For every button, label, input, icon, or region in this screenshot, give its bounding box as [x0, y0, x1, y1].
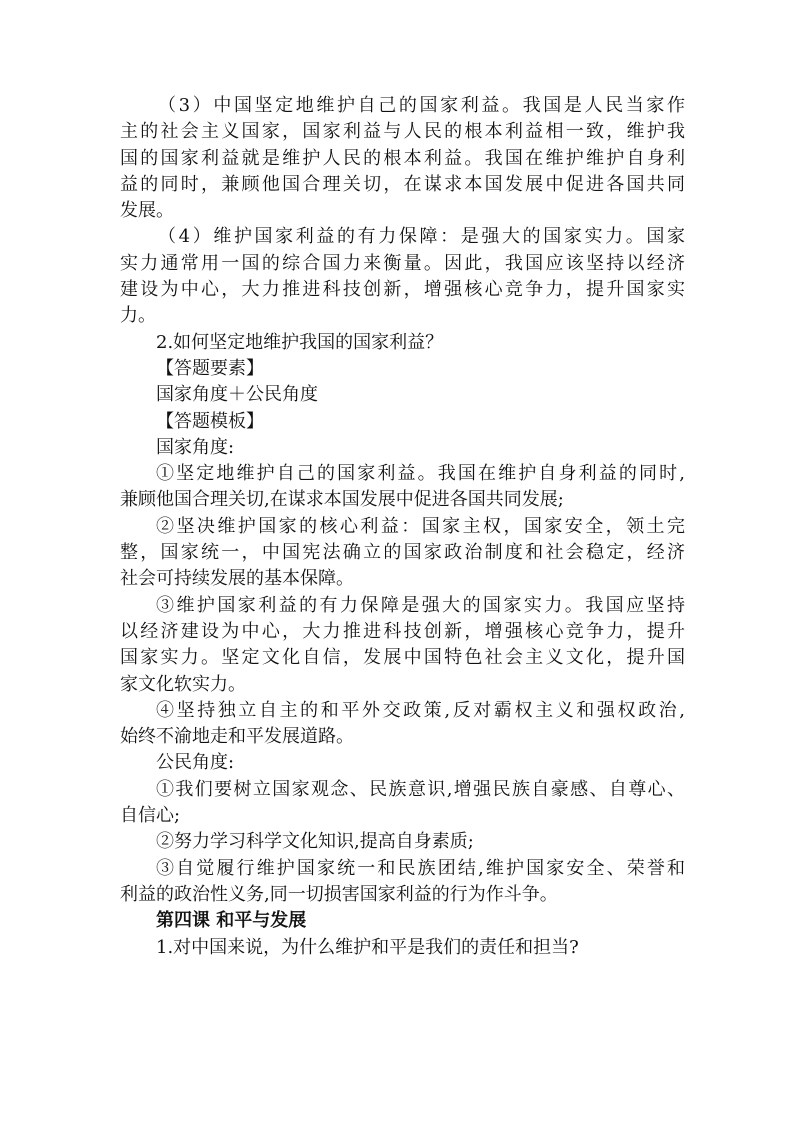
citizen-point-2: ②努力学习科学文化知识,提高自身素质; [156, 831, 474, 853]
state-point-1 [120, 461, 685, 514]
text-line: 家文化软实力。 [120, 673, 246, 695]
lesson-4-title: 第四课 和平与发展 [156, 910, 307, 932]
text-line: 力。 [120, 305, 156, 327]
text-line: 国的国家利益就是维护人民的根本利益。我国在维护维护自身利 [120, 147, 685, 169]
answer-template-heading: 【答题模板】 [156, 410, 264, 432]
text-line: 社会可持续发展的基本保障。 [120, 568, 354, 590]
citizen-perspective-heading: 公民角度: [156, 752, 235, 774]
text-line: ①坚定地维护自己的国家利益。我国在维护自身利益的同时, [156, 463, 685, 485]
text-line: 国家实力。坚定文化自信，发展中国特色社会主义文化，提升国 [120, 647, 685, 669]
text-line: 利益的政治性义务,同一切损害国家利益的行为作斗争。 [120, 883, 558, 905]
text-line: 益的同时，兼顾他国合理关切，在谋求本国发展中促进各国共同 [120, 173, 685, 195]
state-perspective-heading: 国家角度: [156, 436, 235, 458]
text-line: ③维护国家利益的有力保障是强大的国家实力。我国应坚持 [156, 594, 685, 616]
citizen-point-1 [120, 777, 685, 830]
text-line: 自信心; [120, 805, 181, 827]
text-line: 兼顾他国合理关切,在谋求本国发展中促进各国共同发展; [120, 489, 564, 511]
text-line: 主的社会主义国家，国家利益与人民的根本利益相一致，维护我 [120, 121, 685, 143]
text-line: 发展。 [120, 200, 174, 222]
text-line: ④坚持独立自主的和平外交政策,反对霸权主义和强权政治, [156, 699, 685, 721]
text-line: 以经济建设为中心，大力推进科技创新，增强核心竞争力，提升 [120, 620, 685, 642]
answer-elements-heading: 【答题要素】 [156, 357, 264, 379]
state-point-3 [120, 593, 685, 698]
text-line: 始终不渝地走和平发展道路。 [120, 726, 354, 748]
text-line: ③自觉履行维护国家统一和民族团结,维护国家安全、荣誉和 [156, 857, 685, 879]
text-line: 整，国家统一，中国宪法确立的国家政治制度和社会稳定，经济 [120, 542, 685, 564]
text-line: 建设为中心，大力推进科技创新，增强核心竞争力，提升国家实 [120, 279, 685, 301]
question-2: 2.如何坚定地维护我国的国家利益？ [156, 331, 444, 353]
state-point-2 [120, 514, 685, 593]
text-line: （3）中国坚定地维护自己的国家利益。我国是人民当家作 [158, 95, 685, 116]
answer-elements-text: 国家角度＋公民角度 [156, 384, 318, 406]
paragraph-point-4 [120, 224, 685, 329]
text-line: ①我们要树立国家观念、民族意识,增强民族自豪感、自尊心、 [156, 778, 685, 800]
state-point-4 [120, 698, 685, 751]
lesson-4-question-1: 1.对中国来说，为什么维护和平是我们的责任和担当? [156, 936, 579, 958]
paragraph-point-3 [120, 93, 685, 224]
citizen-point-3 [120, 856, 685, 909]
text-line: （4）维护国家利益的有力保障：是强大的国家实力。国家 [158, 226, 685, 248]
text-line: ②坚决维护国家的核心利益：国家主权，国家安全，领土完 [156, 515, 685, 537]
text-line: 实力通常用一国的综合国力来衡量。因此，我国应该坚持以经济 [120, 252, 685, 274]
